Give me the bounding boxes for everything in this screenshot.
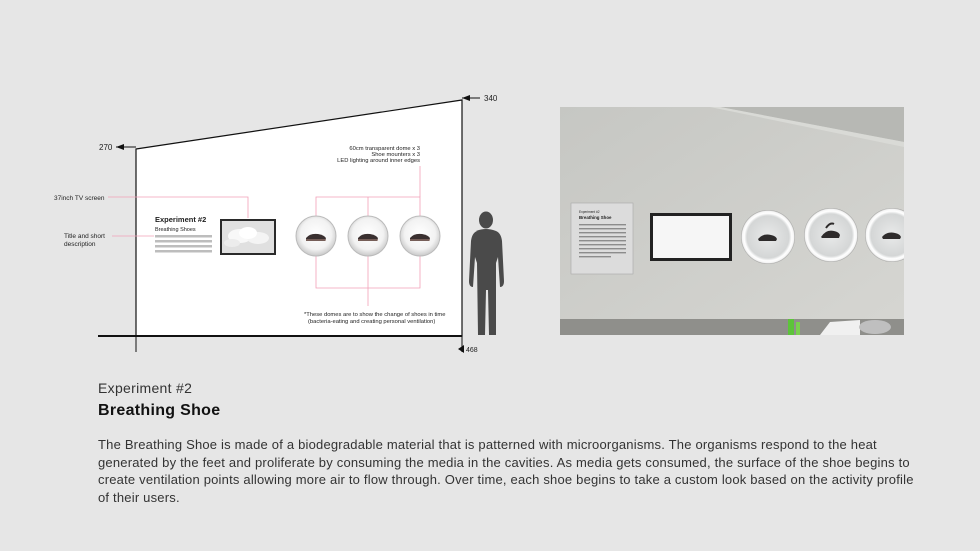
dim-right-label: 340 [484,94,498,103]
photo-tv [650,213,732,261]
dim-bottom-label: 468 [466,347,478,354]
elevation-drawing [0,0,560,380]
dome-note-2: Shoe mounters x 3 [371,152,420,158]
installation-photo [560,107,904,335]
dim-marker-right [462,95,470,101]
dome-3 [400,216,440,256]
dim-marker-bottom [458,345,464,353]
photo-dome-2 [804,208,858,262]
panel-subtitle: Breathing Shoes [155,227,196,233]
dome-footnote-2: (bacteria-eating and creating personal ventilation) [308,319,436,325]
dim-marker-left [116,144,124,150]
dome-2 [348,216,388,256]
photo-dome-1 [741,210,795,264]
tv-screen-label: 37inch TV screen [54,195,105,202]
experiment-number: Experiment #2 [98,380,193,396]
panel-title: Experiment #2 [155,215,207,224]
panel-text-line [155,235,212,238]
dome-1 [296,216,336,256]
dim-left-label: 270 [99,143,113,152]
photo-info-panel [571,203,633,274]
project-description: The Breathing Shoe is made of a biodegradable material that is patterned with microorganisms. The organisms respond to the heat generated by the feet and proliferate by consuming the media in the cavities. As media gets consumed, the surface of the shoe begins to create ventilation points allowing more air to flow through. Over time, each shoe begins to take a custom look based on the activity profile of their users. [98,437,914,505]
svg-text:Experiment #2: Experiment #2 [579,210,600,214]
panel-text-line [155,250,212,253]
svg-text:Breathing Shoe: Breathing Shoe [579,215,612,220]
human-scale-figure [469,212,504,336]
title-desc-label-1: Title and short [64,233,105,240]
dome-note-3: LED lighting around inner edges [337,158,420,164]
dome-footnote-1: *These domes are to show the change of shoes in time [304,312,446,318]
project-title: Breathing Shoe [98,402,221,419]
panel-text-line [155,240,212,243]
panel-text-line [155,245,212,248]
dome-note-1: 60cm transparent dome x 3 [349,146,420,152]
title-desc-label-2: description [64,241,96,248]
